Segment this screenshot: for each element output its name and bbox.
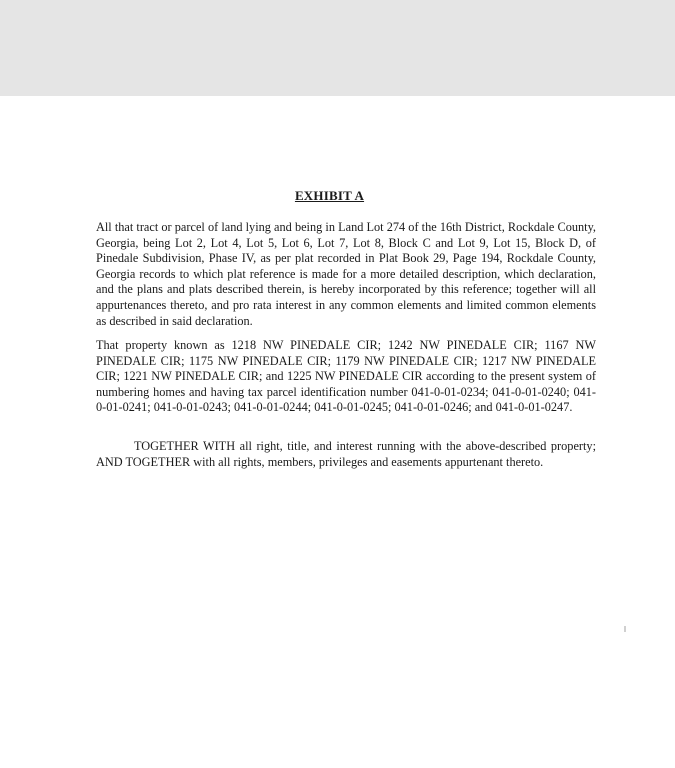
- scan-artifact: [624, 626, 626, 632]
- property-address-paragraph: That property known as 1218 NW PINEDALE CIR; 1242 NW PINEDALE CIR; 1167 NW PINEDALE CIR; 1175 NW PINEDALE CIR; 1179 NW PINEDALE CIR; 1217 NW PINEDALE CIR; 1221 NW PINEDALE CIR; and 1225 NW PINEDALE CIR according to the present system of numbering homes and having tax parcel identification number 041-0-01-0234; 041-0-01-0240; 041-0-01-0241; 041-0-01-0243; 041-0-01-0244; 041-0-01-0245; 041-0-01-0246; and 041-0-01-0247.: [96, 338, 596, 415]
- document-page: [0, 96, 675, 768]
- viewer-top-band: [0, 0, 675, 96]
- together-with-paragraph: TOGETHER WITH all right, title, and interest running with the above-described property; AND TOGETHER with all rights, members, privileges and easements appurtenant thereto.: [96, 439, 596, 469]
- exhibit-title: EXHIBIT A: [294, 188, 365, 203]
- legal-description-paragraph: All that tract or parcel of land lying and being in Land Lot 274 of the 16th District, Rockdale County, Georgia, being Lot 2, Lot 4, Lot 5, Lot 6, Lot 7, Lot 8, Block C and Lot 9, Lot 15, Block D, of Pinedale Subdivision, Phase IV, as per plat recorded in Plat Book 29, Page 194, Rockdale County, Georgia records to which plat reference is made for a more detailed description, which declaration, and the plans and plats described therein, is hereby incorporated by this reference; together will all appurtenances thereto, and pro rata interest in any common elements and limited common elements as described in said declaration.: [96, 220, 596, 328]
